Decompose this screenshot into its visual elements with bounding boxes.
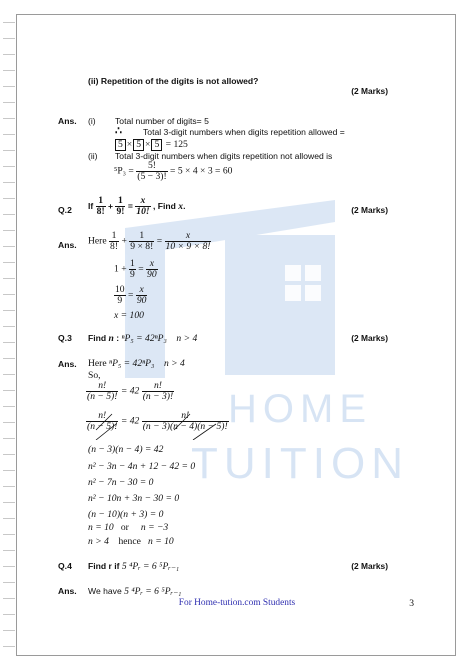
ans2-label: Ans. — [58, 240, 77, 250]
q2-marks: (2 Marks) — [351, 205, 388, 215]
ans3-row4: n² − 3n − 4n + 12 − 42 = 0 — [88, 461, 196, 472]
page-number: 3 — [409, 598, 414, 609]
ans2-line2: 1 + $\frac{1}{9}$ = $\frac{x}{90}$ — [114, 258, 157, 280]
ans3-row1: $\frac{n!}{(n - 5)!}$ = 42 $\frac{n!}{(n - 3)!}$ — [87, 380, 174, 402]
ans3-so: So, — [88, 370, 101, 381]
box-5a: 5 — [115, 139, 126, 151]
part-ii-question: (ii) Repetition of the digits is not allowed? — [88, 76, 259, 86]
q4-marks: (2 Marks) — [351, 561, 388, 571]
ans3-row7: (n − 10)(n + 3) = 0 — [88, 509, 164, 520]
ans1-ii-label: (ii) — [88, 151, 98, 161]
ans1-permutation: ⁵P₃ = $\frac{5!}{(5 - 3)!}$ = 5 × 4 × 3 = 60 — [114, 160, 233, 182]
ans3-given: Here ⁿP₅ = 42ⁿP₃ n > 4 — [88, 358, 185, 369]
ans2-result: x = 100 — [114, 310, 144, 321]
box-5b: 5 — [133, 139, 144, 151]
q4-label: Q.4 — [58, 561, 72, 571]
cancel-strokes — [88, 410, 238, 440]
ans2-line3: $\frac{10}{9}$ = $\frac{x}{90}$ — [115, 284, 147, 306]
ans2-line1: Here $\frac{1}{8!}$ + $\frac{1}{9 \times 8!}$ = $\frac{x}{10 \times 9 \times 8!}$ — [88, 230, 211, 252]
box-5c: 5 — [151, 139, 162, 151]
q2-label: Q.2 — [58, 205, 72, 215]
ans1-label: Ans. — [58, 116, 77, 126]
footer-text: For Home-tution.com Students — [178, 598, 296, 608]
ans3-row3: (n − 3)(n − 4) = 42 — [88, 444, 164, 455]
ans3-row8: n = 10 or n = −3 — [88, 522, 169, 533]
ans3-row2: $\frac{n!}{(n - 5)!}$ = 42 $\frac{n!}{(n - 3)(n - 4)(n - 5)!}$ — [87, 410, 228, 432]
ans3-row6: n² − 10n + 3n − 30 = 0 — [88, 493, 180, 504]
ans1-i-text2: Total 3-digit numbers when digits repetition allowed = — [143, 127, 345, 137]
q3-marks: (2 Marks) — [351, 333, 388, 343]
ans4-text: We have 5 ⁴Pᵣ = 6 ⁵Pᵣ₋₁ — [88, 586, 182, 597]
q2-question: If $\frac{1}{8!}$ + $\frac{1}{9!}$ = $\frac{x}{10!}$ , Find x. — [88, 195, 186, 217]
ans4-label: Ans. — [58, 586, 77, 596]
watermark-house-right-block — [225, 235, 335, 375]
q3-question: Find n : ⁿP₅ = 42ⁿP₃ n > 4 — [88, 333, 198, 344]
q3-label: Q.3 — [58, 333, 72, 343]
therefore-symbol: ∴ — [115, 125, 122, 137]
ans3-row5: n² − 7n − 30 = 0 — [88, 477, 154, 488]
ans1-ii-text: Total 3-digit numbers when digits repetition not allowed is — [115, 151, 333, 161]
ans3-row9: n > 4 hence n = 10 — [88, 536, 174, 547]
ans3-label: Ans. — [58, 359, 77, 369]
ans1-i-label: (i) — [88, 116, 96, 126]
ans1-box-product: 5 × 5 × 5 = 125 — [114, 139, 188, 151]
watermark-line2: TUITION — [191, 439, 409, 488]
q4-question: Find r if 5 ⁴Pᵣ = 6 ⁵Pᵣ₋₁ — [88, 561, 180, 572]
watermark-line1: HOME — [228, 387, 372, 431]
part-ii-marks: (2 Marks) — [351, 86, 388, 96]
ans1-i-text: Total number of digits= 5 — [115, 116, 209, 126]
